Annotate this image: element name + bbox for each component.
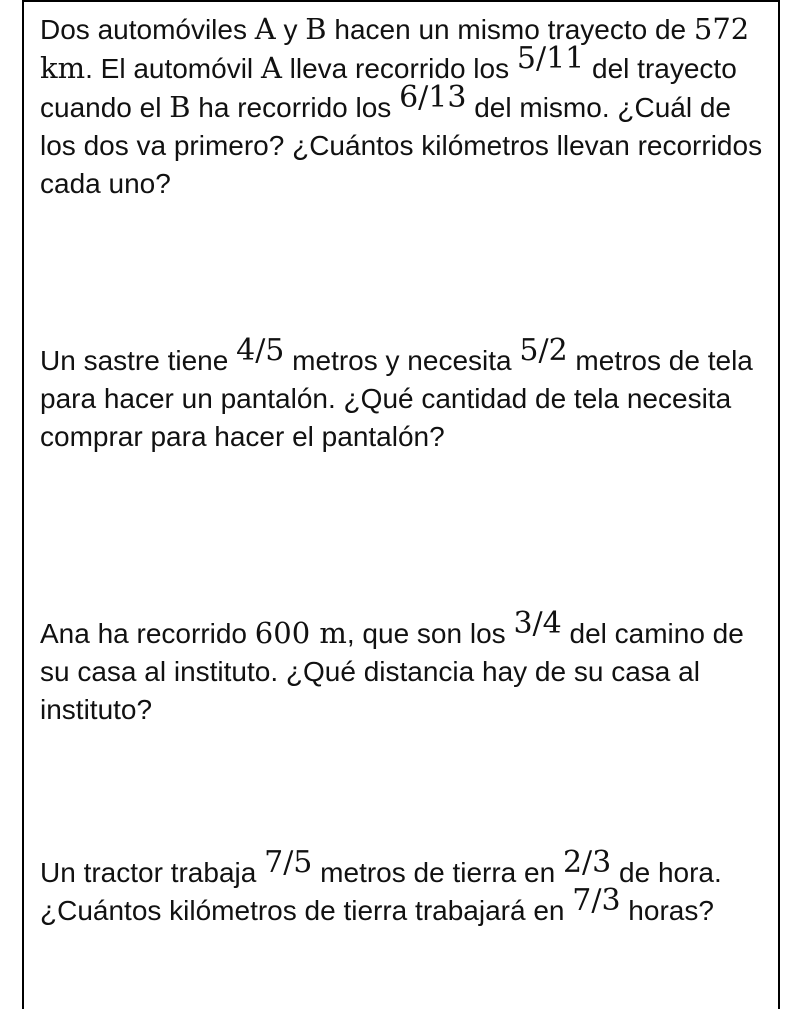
problem-2-text: Un sastre tiene xyxy=(40,345,237,376)
problem-1-text: del trayecto cuando el xyxy=(40,53,737,123)
problem-3-text: Ana ha recorrido xyxy=(40,618,255,649)
problem-1-text: Dos automóviles xyxy=(40,14,255,45)
problem-1-car-b: B xyxy=(305,12,327,46)
problem-2-text: metros y necesita xyxy=(284,345,520,376)
problem-4-text: horas? xyxy=(620,895,714,926)
problem-4-fraction-hours: 7/3 xyxy=(572,883,621,918)
problem-1-fraction-a: 5/11 xyxy=(516,41,585,76)
problem-3-text: del camino de su casa al instituto. ¿Qué distancia hay de su casa al instituto? xyxy=(40,618,744,725)
problem-2 xyxy=(40,333,764,456)
problem-3-fraction: 3/4 xyxy=(513,606,562,641)
problem-4-text: de hora. ¿Cuántos kilómetros de tierra trabajará en xyxy=(40,857,722,926)
problem-1-fraction-b: 6/13 xyxy=(399,80,467,115)
problem-1-car-a: A xyxy=(260,51,282,85)
problem-1-text: lleva recorrido los xyxy=(281,53,517,84)
problem-3-distance: 600 m xyxy=(254,616,347,650)
problem-4 xyxy=(40,845,764,930)
problem-2-text: metros de tela para hacer un pantalón. ¿Qué cantidad de tela necesita comprar para hacer el pantalón? xyxy=(40,345,753,452)
problem-3-text: , que son los xyxy=(346,618,514,649)
problem-2-fraction-have: 4/5 xyxy=(236,333,285,368)
problem-1-text: del mismo. ¿Cuál de los dos va primero? ¿Cuántos kilómetros llevan recorridos cada uno? xyxy=(40,92,763,199)
problem-4-fraction-hour: 2/3 xyxy=(562,845,612,880)
problem-4-text: metros de tierra en xyxy=(312,857,563,888)
worksheet-frame xyxy=(22,0,780,1009)
problem-1-distance: 572 km xyxy=(40,12,750,85)
problem-3 xyxy=(40,606,764,729)
problem-1-text: y xyxy=(275,14,306,45)
problem-2-fraction-need: 5/2 xyxy=(519,333,568,368)
problem-1-car-a: A xyxy=(254,12,276,46)
problem-1-car-b: B xyxy=(169,90,191,124)
problem-1 xyxy=(40,10,764,203)
problem-1-text: hacen un mismo trayecto de xyxy=(326,14,694,45)
problem-4-text: Un tractor trabaja xyxy=(40,857,265,888)
problem-1-text: ha recorrido los xyxy=(190,92,400,123)
problem-4-fraction-meters: 7/5 xyxy=(264,845,313,880)
problem-1-text: . El automóvil xyxy=(85,53,261,84)
